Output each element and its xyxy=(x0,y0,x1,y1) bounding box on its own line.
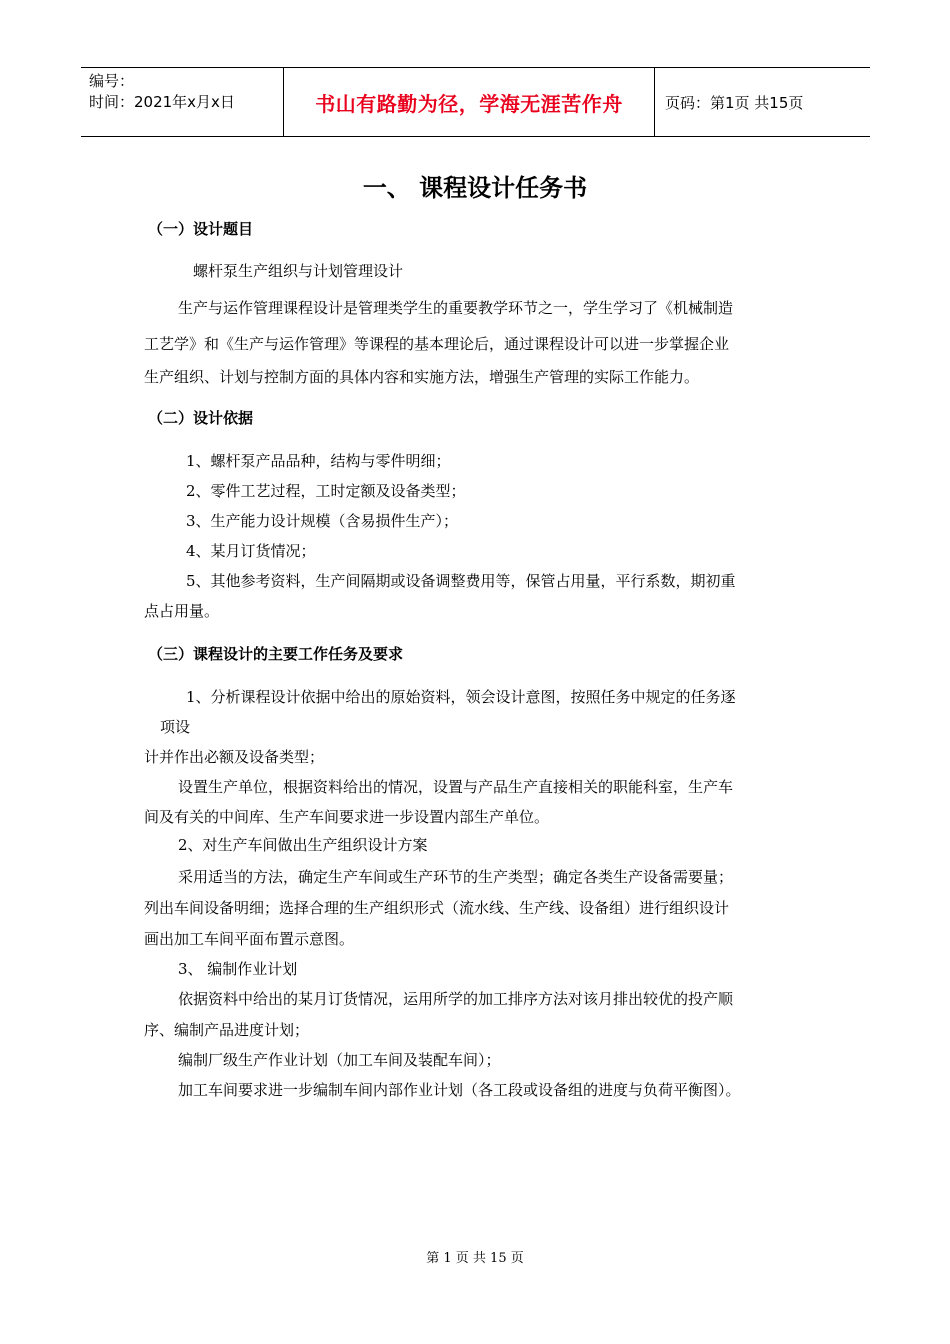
header-table xyxy=(81,67,870,137)
number-label: 编号： xyxy=(89,72,135,90)
motto: 书山有路勤为径，学海无涯苦作舟 xyxy=(283,68,655,136)
task-line: 编制厂级生产作业计划（加工车间及装配车间）； xyxy=(178,1051,501,1069)
task-line: 2、对生产车间做出生产组织设计方案 xyxy=(178,836,428,854)
basis-item: 点占用量。 xyxy=(144,602,220,620)
document-title: 一、 课程设计任务书 xyxy=(362,174,588,202)
time-label: 时间：2021年x月x日 xyxy=(89,93,235,111)
task-line: 画出加工车间平面布置示意图。 xyxy=(144,930,355,948)
task-line: 列出车间设备明细；选择合理的生产组织形式（流水线、生产线、设备组）进行组织设计 xyxy=(144,899,730,917)
task-line: 项设 xyxy=(160,718,191,736)
task-line: 依据资料中给出的某月订货情况，运用所学的加工排序方法对该月排出较优的投产顺 xyxy=(178,990,734,1008)
task-line: 设置生产单位，根据资料给出的情况，设置与产品生产直接相关的职能科室，生产车 xyxy=(178,778,734,796)
section-heading-3: （三）课程设计的主要工作任务及要求 xyxy=(148,645,404,663)
basis-item: 3、生产能力设计规模（含易损件生产）； xyxy=(186,512,459,530)
page-info: 页码：第1页 共15页 xyxy=(665,93,804,112)
header-left-cell xyxy=(81,68,283,136)
intro-line: 生产组织、计划与控制方面的具体内容和实施方法，增强生产管理的实际工作能力。 xyxy=(144,368,700,386)
task-line: 采用适当的方法，确定生产车间或生产环节的生产类型；确定各类生产设备需要量； xyxy=(178,868,734,886)
intro-line: 工艺学》和《生产与运作管理》等课程的基本理论后，通过课程设计可以进一步掌握企业 xyxy=(144,335,730,353)
section-heading-1: （一）设计题目 xyxy=(148,220,254,238)
basis-item: 1、螺杆泵产品品种，结构与零件明细； xyxy=(186,452,451,470)
basis-item: 2、零件工艺过程，工时定额及设备类型； xyxy=(186,482,466,500)
task-line: 间及有关的中间库、生产车间要求进一步设置内部生产单位。 xyxy=(144,808,550,826)
intro-line: 生产与运作管理课程设计是管理类学生的重要教学环节之一，学生学习了《机械制造 xyxy=(178,299,734,317)
section-heading-2: （二）设计依据 xyxy=(148,409,254,427)
basis-item: 4、某月订货情况； xyxy=(186,542,316,560)
task-line: 计并作出必额及设备类型； xyxy=(144,748,325,766)
design-topic: 螺杆泵生产组织与计划管理设计 xyxy=(193,262,404,280)
page-footer: 第 1 页 共 15 页 xyxy=(426,1251,524,1266)
task-line: 序、编制产品进度计划； xyxy=(144,1021,310,1039)
task-line: 加工车间要求进一步编制车间内部作业计划（各工段或设备组的进度与负荷平衡图）。 xyxy=(178,1081,741,1099)
basis-item: 5、其他参考资料，生产间隔期或设备调整费用等，保管占用量，平行系数，期初重 xyxy=(186,572,736,590)
task-line: 3、 编制作业计划 xyxy=(178,960,298,978)
task-line: 1、分析课程设计依据中给出的原始资料，领会设计意图，按照任务中规定的任务逐 xyxy=(186,688,736,706)
